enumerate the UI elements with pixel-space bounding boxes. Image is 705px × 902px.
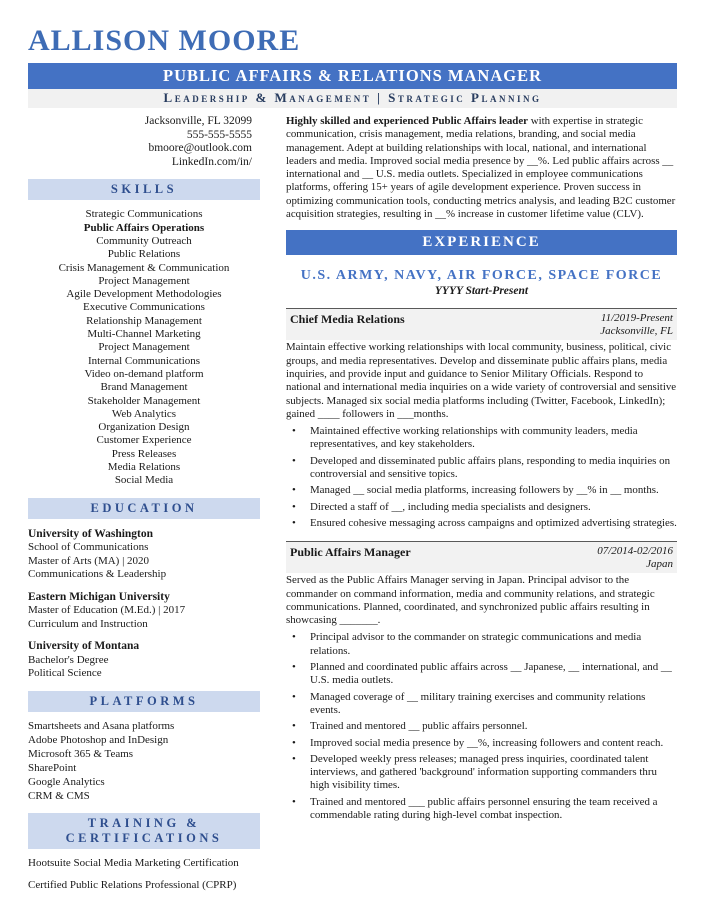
employer-dates: YYYY Start-Present <box>434 285 529 298</box>
job-bullet-list <box>286 631 677 822</box>
skill-item: Customer Experience <box>96 434 192 447</box>
job-location: Jacksonville, FL <box>600 325 673 338</box>
employer-name: U.S. ARMY, NAVY, AIR FORCE, SPACE FORCE <box>300 268 663 284</box>
contact-linkedin[interactable]: LinkedIn.com/in/ <box>171 155 252 168</box>
certifications-list <box>28 857 260 893</box>
job-bullet: • Trained and mentored __ public affairs personnel. <box>286 720 677 733</box>
job-meta <box>600 312 673 338</box>
education-detail-list <box>28 604 260 631</box>
contact-phone: 555-555-5555 <box>186 128 252 141</box>
job-bullet: • Developed weekly press releases; managed press inquiries, coordinated talent interviews, and gathered 'background' information supporting commanders thru high visibility times. <box>286 753 677 793</box>
school-name: Eastern Michigan University <box>28 590 170 603</box>
job-bullet: • Principal advisor to the commander on strategic communications and media relations. <box>286 631 677 658</box>
platform-item: Adobe Photoshop and InDesign <box>28 733 169 746</box>
job-location: Japan <box>646 558 673 571</box>
skill-item: Relationship Management <box>86 314 202 327</box>
skill-item: Social Media <box>114 474 174 487</box>
training-section-header: TRAINING & CERTIFICATIONS <box>28 813 260 849</box>
education-entry <box>28 591 260 632</box>
education-detail: Curriculum and Instruction <box>28 617 148 630</box>
summary-lead: Highly skilled and experienced Public Affairs leader <box>286 115 529 127</box>
job-summary: Maintain effective working relationships with local community, business, political, civic groups, and media representatives. Develop and disseminate public affairs plans, media inquiries, and provide input and guidance to Senior Military Officials. Respond to national and international media inquiries on a wide variety of controversial and sensitive subjects. Managed six social media platforms including (Twitter, Facebook, LinkedIn); gained ____ followers in ___months. <box>286 341 677 420</box>
job-title: Chief Media Relations <box>290 312 405 327</box>
professional-summary <box>286 115 677 221</box>
platform-item: SharePoint <box>28 761 77 774</box>
skill-item: Internal Communications <box>87 354 201 367</box>
job-dates: 07/2014-02/2016 <box>597 545 673 558</box>
contact-email[interactable]: bmoore@outlook.com <box>148 142 252 155</box>
skill-item: Stakeholder Management <box>87 394 201 407</box>
skill-item: Multi-Channel Marketing <box>87 328 201 341</box>
education-detail: Master of Arts (MA) | 2020 <box>28 554 150 567</box>
education-section-header: EDUCATION <box>28 498 260 519</box>
skill-item: Public Affairs Operations <box>83 221 205 234</box>
certification-item: Certified Public Relations Professional (CPRP) <box>28 879 237 892</box>
summary-body: with expertise in strategic communication, crisis management, media relations, branding, and social media management. Adept at building relationships with local, national, and international leaders and media. Improved social media presence by __%. Led public affairs across __ international and __ U.S. media outlets. Specialized in employee communications platforms, offering 15+ years of agile development experience. Proven success in optimizing communication tools, conducting metrics analysis, and leading B2C customer acquisition strategies, resulting in __% increase in customer lifetime value (CLV). <box>286 115 676 221</box>
skill-item: Project Management <box>98 274 190 287</box>
job-bullet: • Planned and coordinated public affairs across __ Japanese, __ international, and __ U.S. media outlets. <box>286 661 677 688</box>
job-bullet: • Managed __ social media platforms, increasing followers by __% in __ months. <box>286 484 677 497</box>
skill-item: Strategic Communications <box>85 208 203 221</box>
skill-item: Organization Design <box>98 421 190 434</box>
skill-item: Press Releases <box>111 447 177 460</box>
job-meta <box>597 545 673 571</box>
contact-location: Jacksonville, FL 32099 <box>144 115 252 127</box>
skills-section-header: SKILLS <box>28 179 260 200</box>
job-bullet: • Directed a staff of __, including media specialists and designers. <box>286 501 677 514</box>
skill-item: Web Analytics <box>111 407 177 420</box>
subtitle-banner: Leadership & Management | Strategic Planning <box>28 89 677 108</box>
education-entry <box>28 528 260 582</box>
education-detail: Bachelor's Degree <box>28 653 109 666</box>
certification-item: Hootsuite Social Media Marketing Certification <box>28 856 239 869</box>
job-dates: 11/2019-Present <box>600 312 673 325</box>
main-column <box>286 115 677 902</box>
columns <box>28 115 677 902</box>
school-name: University of Montana <box>28 640 140 653</box>
skill-item: Public Relations <box>107 248 181 261</box>
education-detail-list <box>28 541 260 582</box>
job-bullet: • Managed coverage of __ military training exercises and community relations events. <box>286 691 677 718</box>
job-bullet: • Maintained effective working relationships with community leaders, media representatives, and key stakeholders. <box>286 425 677 452</box>
education-detail-list <box>28 654 260 681</box>
skill-item: Executive Communications <box>83 301 205 314</box>
job-bullet: • Improved social media presence by __%, increasing followers and content reach. <box>286 737 677 750</box>
education-detail: Political Science <box>28 667 102 680</box>
sidebar <box>28 115 260 902</box>
experience-section-header: EXPERIENCE <box>286 230 677 255</box>
skill-item: Community Outreach <box>96 234 192 247</box>
skills-list <box>28 208 260 487</box>
job-title: Public Affairs Manager <box>290 545 411 560</box>
platform-item: Google Analytics <box>28 775 105 788</box>
school-name: University of Washington <box>28 527 154 540</box>
title-banner: PUBLIC AFFAIRS & RELATIONS MANAGER <box>28 63 677 89</box>
education-detail: Communications & Leadership <box>28 568 167 581</box>
platforms-section-header: PLATFORMS <box>28 691 260 712</box>
skill-item: Crisis Management & Communication <box>58 261 230 274</box>
contact-block <box>28 115 260 169</box>
platform-item: Microsoft 365 & Teams <box>28 747 134 760</box>
job-header <box>286 308 677 340</box>
job-bullet: • Ensured cohesive messaging across campaigns and optimized advertising strategies. <box>286 517 677 530</box>
platforms-list <box>28 719 260 803</box>
platform-item: Smartsheets and Asana platforms <box>28 719 175 732</box>
education-entry <box>28 640 260 681</box>
job-bullet: • Developed and disseminated public affairs plans, responding to media inquiries on controversial and sensitive topics. <box>286 455 677 482</box>
skill-item: Media Relations <box>107 461 181 474</box>
skill-item: Project Management <box>98 341 190 354</box>
education-detail: Master of Education (M.Ed.) | 2017 <box>28 604 186 617</box>
skill-item: Agile Development Methodologies <box>66 288 222 301</box>
job-header <box>286 541 677 573</box>
job-summary: Served as the Public Affairs Manager serving in Japan. Principal advisor to the commander on command information, media and community relations, and strategic communications. Planned, coordinated, and synchronized public affairs resulting in showcasing _______. <box>286 574 655 627</box>
skill-item: Brand Management <box>100 381 188 394</box>
skill-item: Video on-demand platform <box>84 367 204 380</box>
education-detail: School of Communications <box>28 541 149 554</box>
person-name: ALLISON MOORE <box>28 24 301 57</box>
job-bullet: • Trained and mentored ___ public affairs personnel ensuring the team received a commendable rating during high-level combat inspection. <box>286 796 677 823</box>
job-bullet-list <box>286 425 677 530</box>
platform-item: CRM & CMS <box>28 789 90 802</box>
